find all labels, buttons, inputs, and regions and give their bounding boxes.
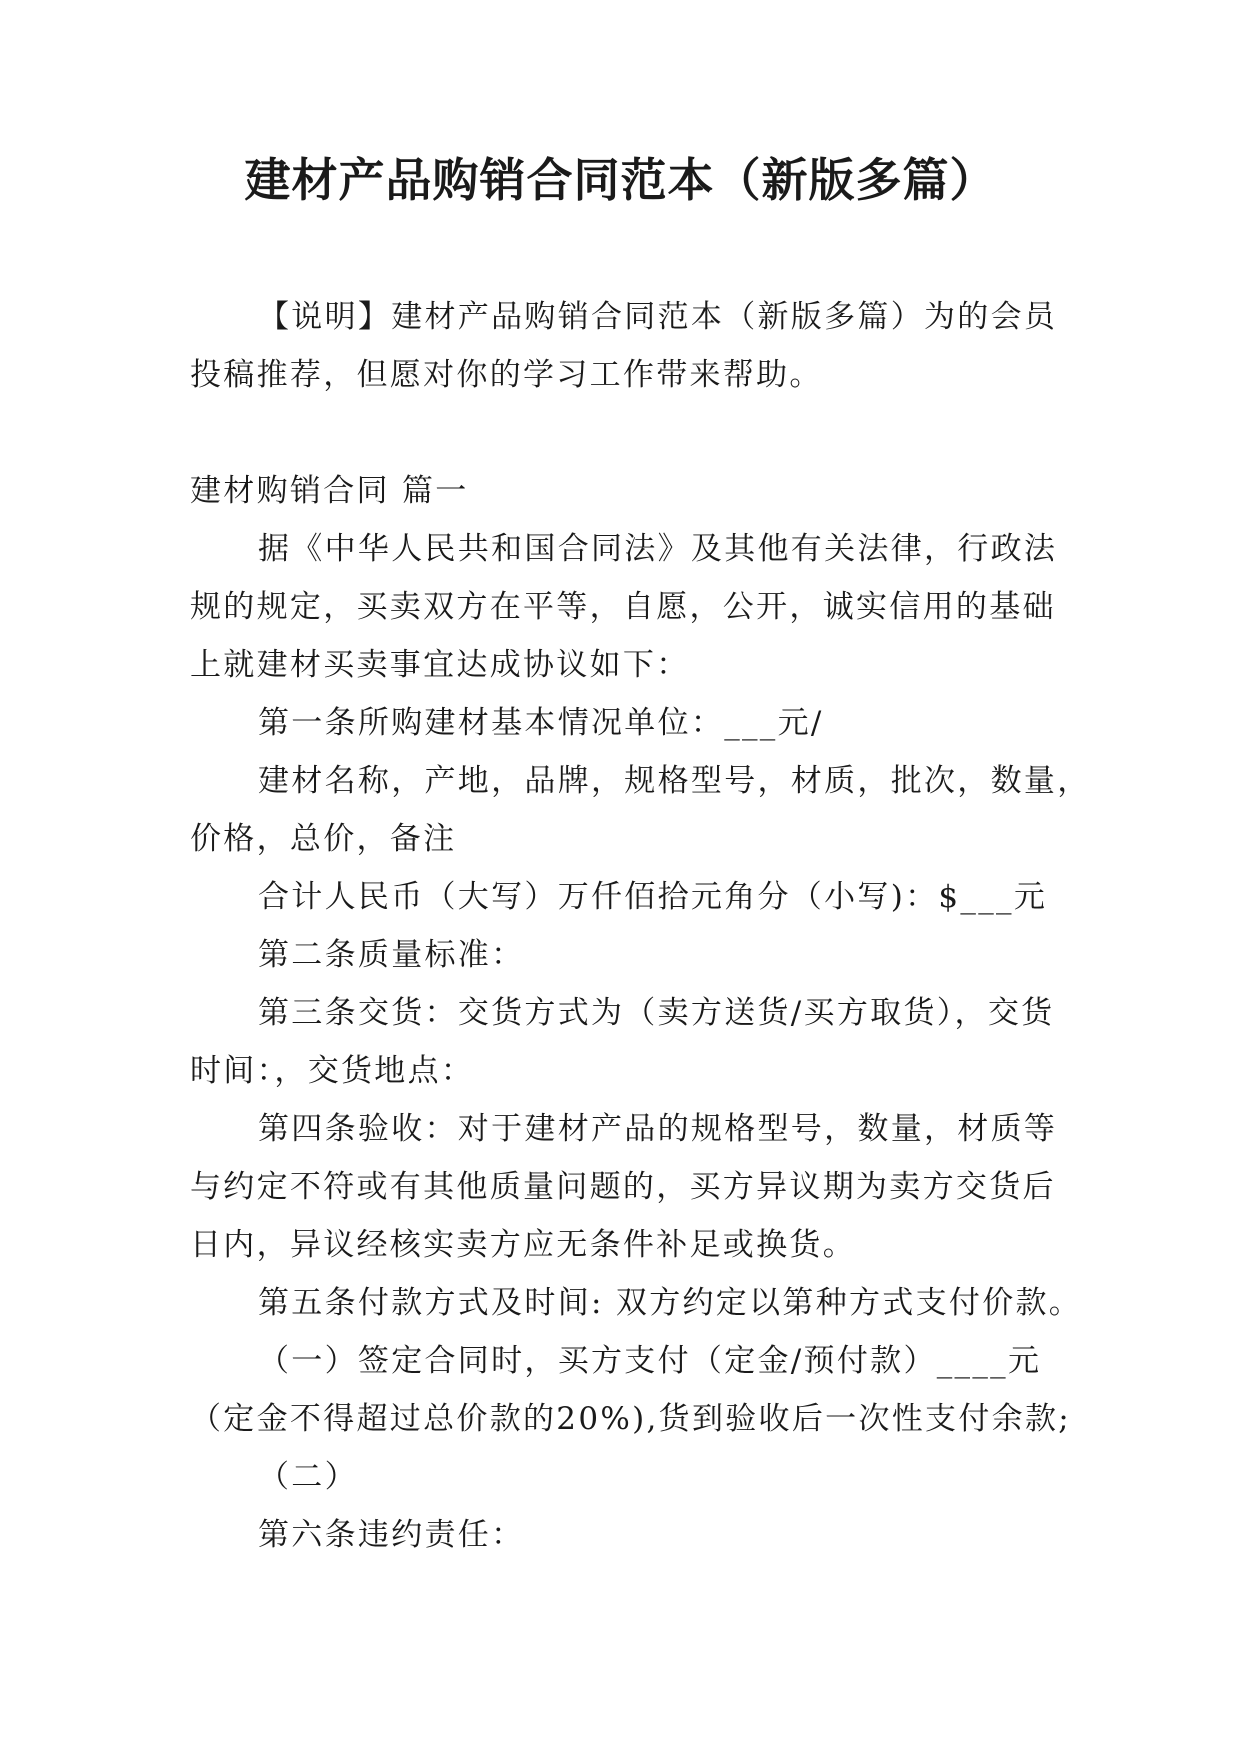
paragraph-line: 上就建材买卖事宜达成协议如下： [190,647,690,683]
paragraph-line: 合计人民币（大写）万仟佰拾元角分（小写)：$___元 [258,879,1048,915]
paragraph-line: 与约定不符或有其他质量问题的，买方异议期为卖方交货后 [190,1169,1056,1205]
document-title: 建材产品购销合同范本（新版多篇） [244,153,997,207]
paragraph-line: 日内，异议经核实卖方应无条件补足或换货。 [190,1227,856,1263]
paragraph-line: 第二条质量标准： [258,937,525,973]
paragraph-line: 第五条付款方式及时间: 双方约定以第种方式支付价款。 [258,1285,1083,1321]
intro-line: 【说明】建材产品购销合同范本（新版多篇）为的会员 [258,299,1058,335]
paragraph-line: 建材名称，产地，品牌，规格型号，材质，批次，数量， [258,763,1091,799]
paragraph-line: （二） [258,1459,358,1495]
paragraph-line: （一）签定合同时，买方支付（定金/预付款）____元 [258,1343,1042,1379]
paragraph-line: 第四条验收：对于建材产品的规格型号，数量，材质等 [258,1111,1058,1147]
paragraph-line: 第六条违约责任： [258,1517,525,1553]
paragraph-line: 时间：，交货地点： [190,1053,475,1089]
paragraph-line: 价格，总价，备注 [190,821,457,857]
paragraph-line: 据《中华人民共和国合同法》及其他有关法律，行政法 [258,531,1058,567]
section-heading: 建材购销合同 篇一 [190,473,469,509]
paragraph-line: 第一条所购建材基本情况单位：___元/ [258,705,824,741]
paragraph-line: 第三条交货：交货方式为（卖方送货/买方取货），交货 [258,995,1055,1031]
intro-line: 投稿推荐，但愿对你的学习工作带来帮助。 [190,357,823,393]
paragraph-line: （定金不得超过总价款的20%),货到验收后一次性支付余款; [190,1401,1071,1437]
paragraph-line: 规的规定，买卖双方在平等，自愿，公开，诚实信用的基础 [190,589,1056,625]
document-body [190,288,1091,1564]
